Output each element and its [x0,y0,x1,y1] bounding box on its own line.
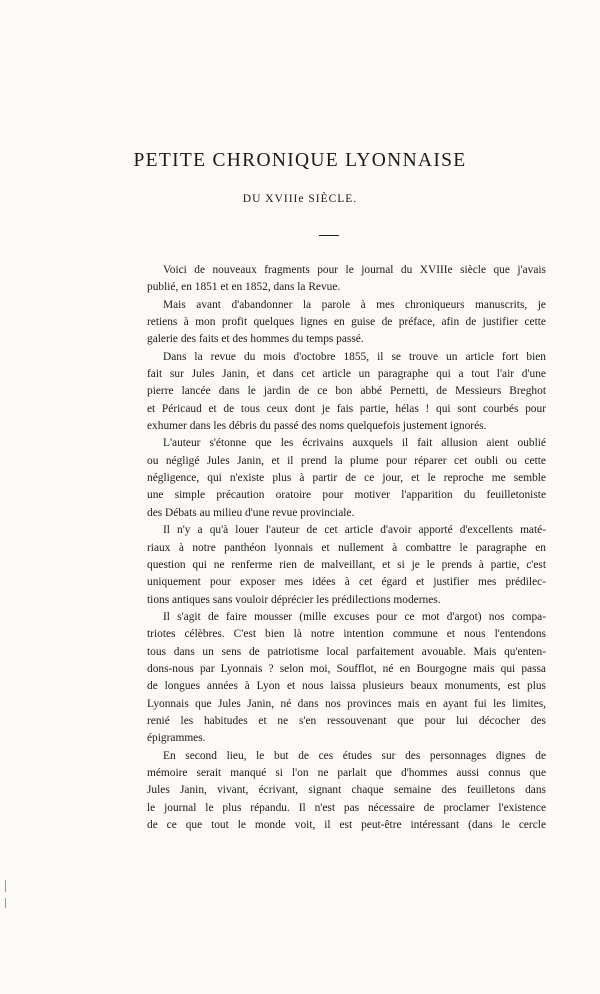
text-line: Il s'agit de faire mousser (mille excuses pour ce mot d'argot) nos compa- [163,610,546,623]
text-line: ou négligé Jules Janin, et il prend la plume pour réparer cet oubli ou cette [147,454,546,467]
text-line: Dans la revue du mois d'octobre 1855, il se trouve un article fort bien [163,350,546,363]
text-line: négligence, qui n'existe plus à partir de ce jour, et le reproche me semble [147,472,546,485]
text-line: question qui ne renferme rien de malveillant, et si je le prends à partie, c'est [147,558,546,571]
text-line: L'auteur s'étonne que les écrivains auxquels il fait allusion aient oublié [163,437,546,450]
title-rule [319,235,339,236]
text-line: des Débats au milieu d'une revue provinciale. [147,506,355,519]
text-line: triotes célèbres. C'est bien là notre intention commune et nous l'entendons [147,628,546,641]
text-line: retiens à mon profit quelques lignes en guise de préface, afin de justifier cette [147,316,546,329]
body-text [147,262,546,834]
text-line: Il n'y a qu'à louer l'auteur de cet article d'avoir apporté d'excellents maté- [163,524,546,537]
text-line: tions antiques sans vouloir déprécier les prédilections modernes. [147,593,441,606]
text-line: Mais avant d'abandonner la parole à mes chroniqueurs manuscrits, je [163,298,546,311]
text-line: fait sur Jules Janin, et dans cet article un paragraphe qui a tout l'air d'une [147,368,546,381]
text-line: Lyonnais que Jules Janin, né dans nos provinces mais en ayant fui les limites, [147,697,546,710]
text-line: Voici de nouveaux fragments pour le journal du XVIIIe siècle que j'avais [163,264,546,276]
text-line: de ce que tout le monde voit, il est peut-être intéressant (dans le cercle [147,819,546,831]
text-line: le journal le plus répandu. Il n'est pas nécessaire de proclamer l'existence [147,801,546,814]
text-line: tous dans un sens de patriotisme local parfaitement avouable. Mais qu'enten- [147,645,546,658]
text-line: épigrammes. [147,732,206,745]
text-line: En second lieu, le but de ces études sur des personnages dignes de [163,749,546,762]
text-line: publié, en 1851 et en 1852, dans la Revue. [147,281,341,294]
text-line: pierre lancée dans le jardin de ce bon abbé Pernetti, de Messieurs Breghot [147,385,546,398]
text-line: uniquement pour exposer mes idées à cet égard et justifier mes prédilec- [147,576,546,589]
chapter-title: PETITE CHRONIQUE LYONNAISE [133,150,467,171]
text-line: et Péricaud et de tous ceux dont je fais partie, hélas ! qui sont courbés pour [147,402,546,415]
chapter-subtitle: DU XVIIIe SIÈCLE. [242,193,358,205]
text-line: une simple précaution oratoire pour motiver l'apparition du feuilletoniste [147,489,546,502]
text-line: Jules Janin, vivant, écrivant, signant chaque semaine des feuilletons dans [147,784,546,797]
text-line: renié les habitudes et ne s'en ressouvenant que pour lui décocher des [147,714,546,727]
text-line: exhumer dans les débris du passé des noms quelquefois justement ignorés. [147,420,487,433]
text-line: galerie des faits et des hommes du temps passé. [147,333,364,346]
margin-mark [5,880,6,892]
text-line: dons-nous par Lyonnais ? selon moi, Soufflot, né en Bourgogne mais qui passa [147,662,546,675]
text-line: riaux à notre panthéon lyonnais et nullement à combattre le paragraphe en [147,541,546,554]
text-line: mémoire serait manqué si l'on ne parlait que d'hommes aussi connus que [147,766,546,779]
text-line: de longues années à Lyon et nous laissa plusieurs beaux monuments, est plus [147,680,546,693]
margin-mark [5,898,6,908]
